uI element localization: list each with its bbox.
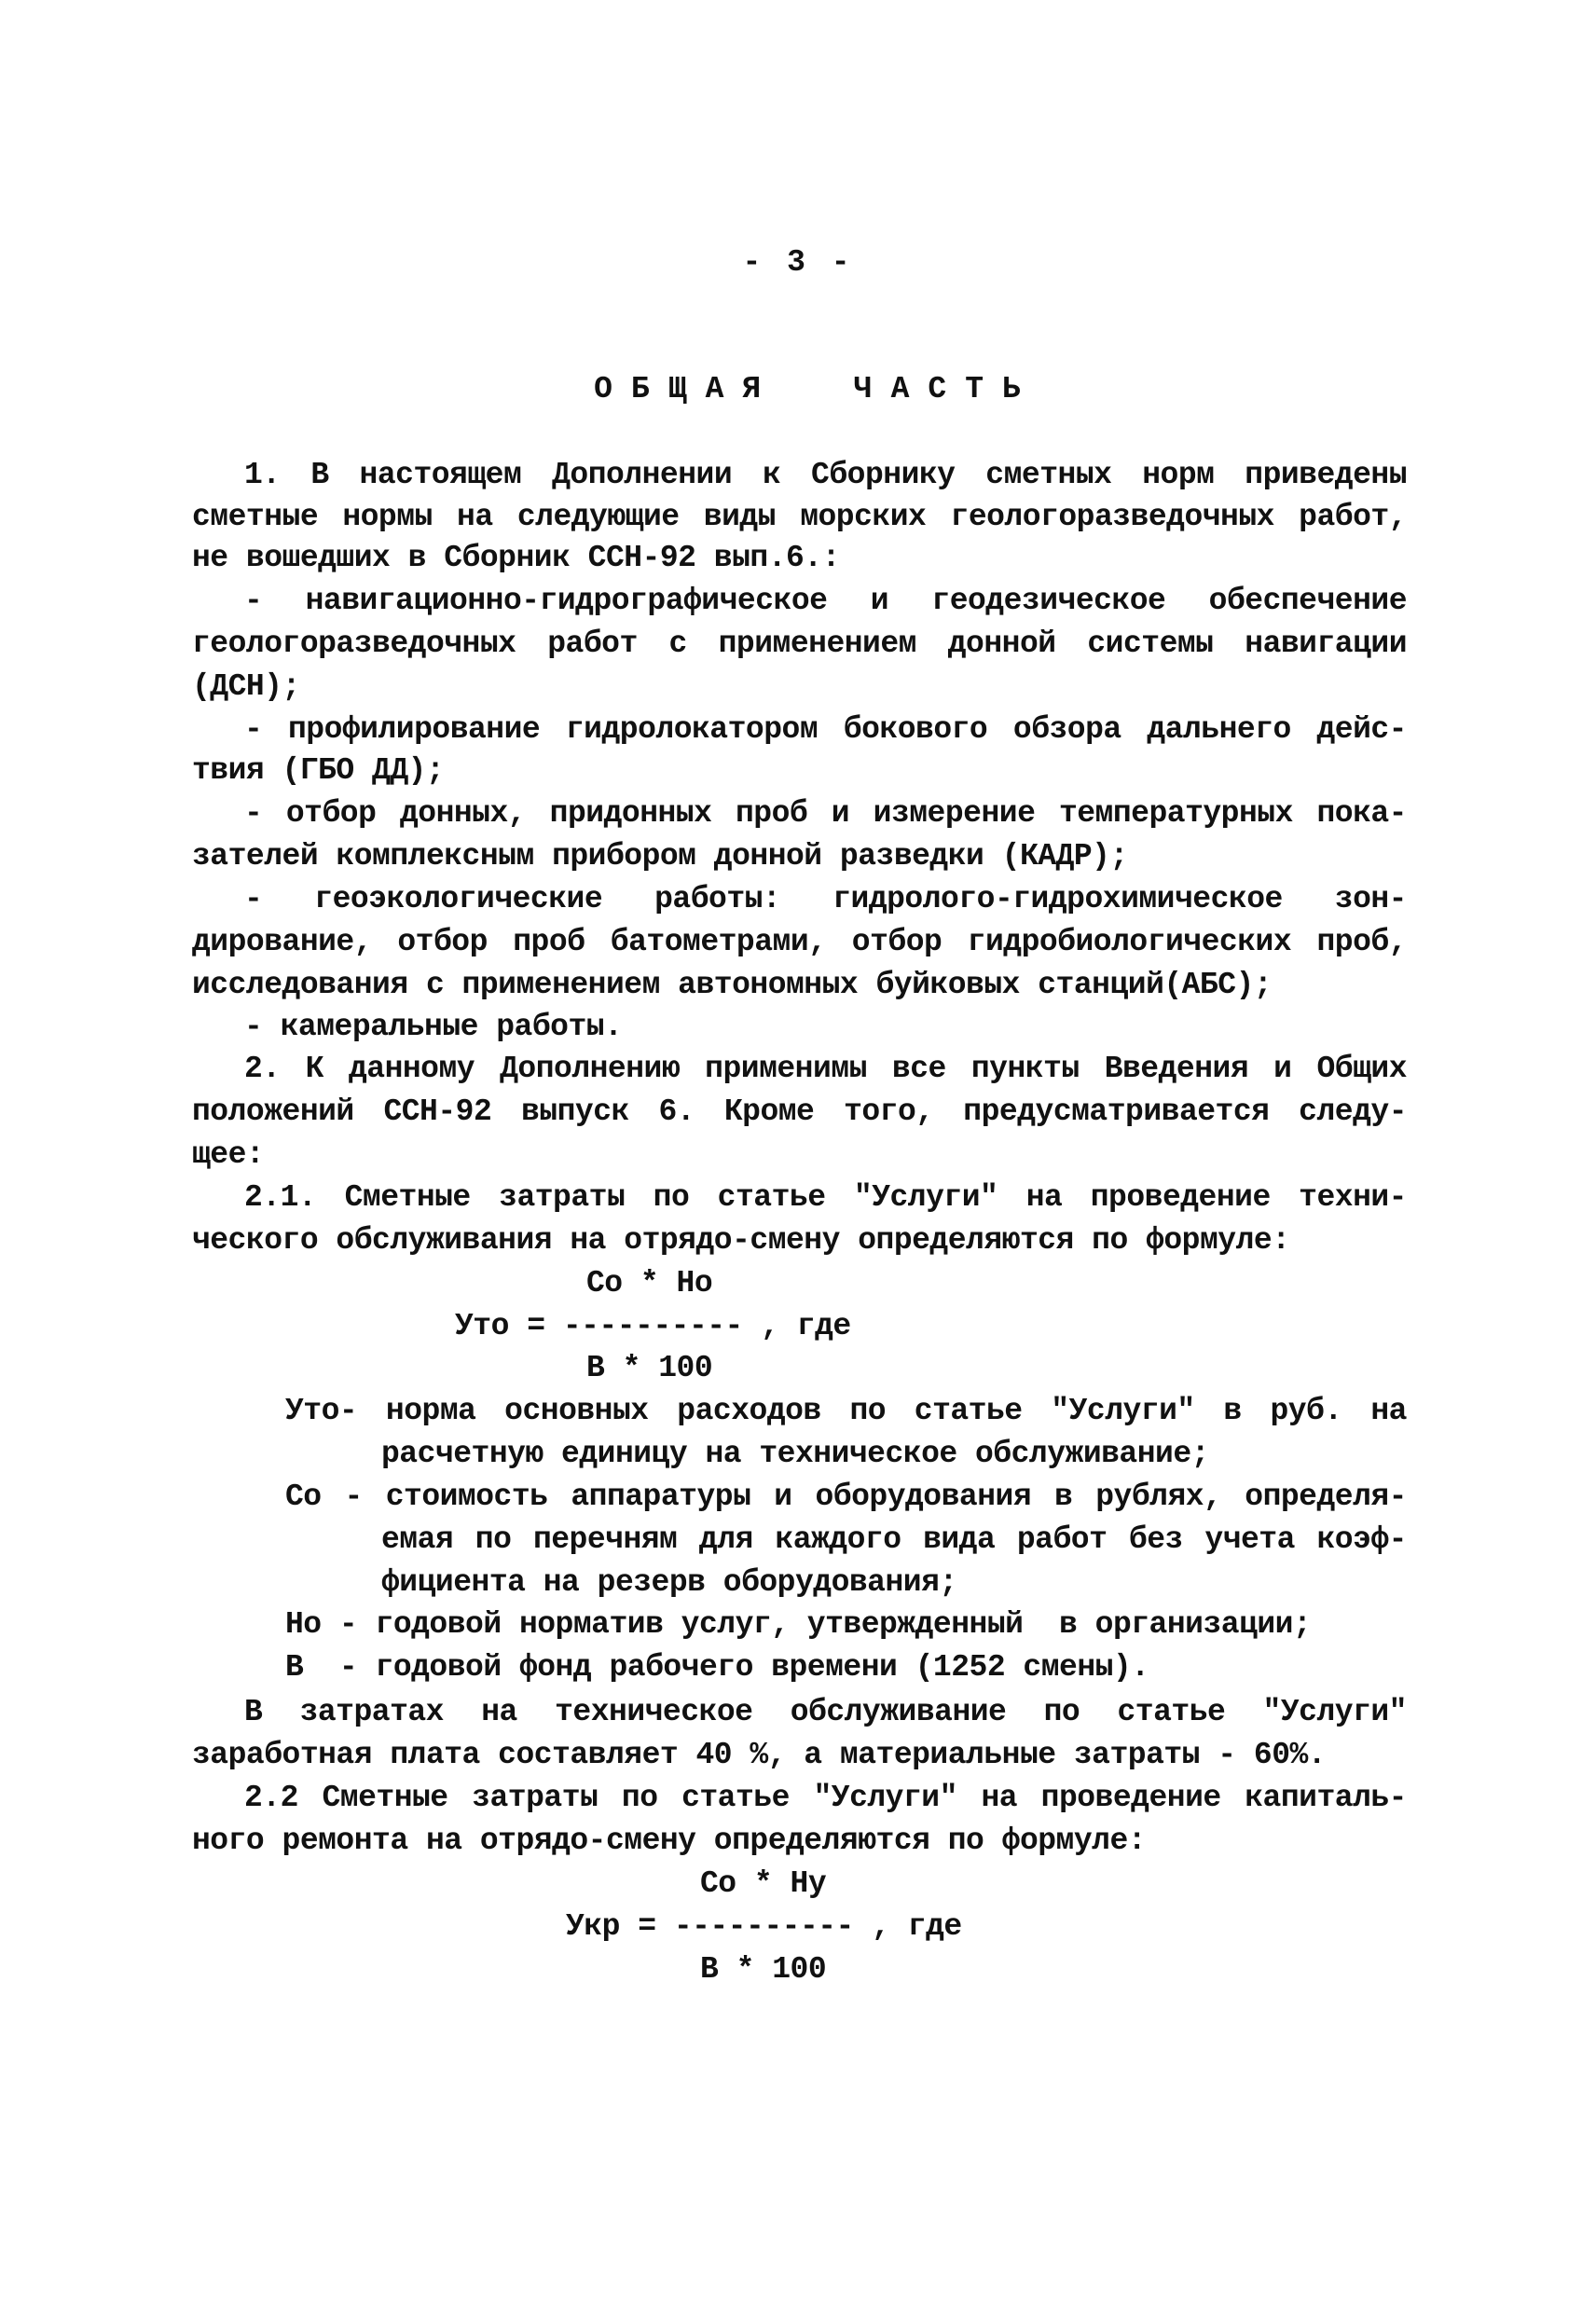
text-line: емая по перечням для каждого вида работ без учета коэф- bbox=[381, 1522, 1407, 1557]
text-line: положений ССН-92 выпуск 6. Кроме того, предусматривается следу- bbox=[192, 1094, 1407, 1129]
formula-numerator: Со * Ну bbox=[700, 1866, 827, 1901]
text-line: щее: bbox=[192, 1137, 265, 1172]
text-line: 2. К данному Дополнению применимы все пункты Введения и Общих bbox=[244, 1052, 1407, 1086]
text-line: ного ремонта на отрядо-смену определяются по формуле: bbox=[192, 1823, 1147, 1858]
page-number: - 3 - bbox=[742, 245, 854, 280]
definition-item: Но - годовой норматив услуг, утвержденный в организации; bbox=[285, 1607, 1312, 1642]
text-line: заработная плата составляет 40 %, а материальные затраты - 60%. bbox=[192, 1738, 1327, 1772]
definition-item: Со - стоимость аппаратуры и оборудования в рублях, определя- bbox=[285, 1479, 1407, 1514]
text-line: исследования с применением автономных буйковых станций(АБС); bbox=[192, 968, 1273, 1002]
text-line: дирование, отбор проб батометрами, отбор гидробиологических проб, bbox=[192, 925, 1407, 959]
list-item: - навигационно-гидрографическое и геодезическое обеспечение bbox=[244, 584, 1407, 618]
formula-main: Укр = ---------- , где bbox=[566, 1909, 962, 1944]
list-item: - отбор донных, придонных проб и измерение температурных пока- bbox=[244, 796, 1407, 831]
formula-denominator: В * 100 bbox=[700, 1952, 827, 1987]
text-line: фициента на резерв оборудования; bbox=[381, 1565, 957, 1600]
definition-item: В - годовой фонд рабочего времени (1252 смены). bbox=[285, 1650, 1149, 1685]
formula-main: Уто = ---------- , где bbox=[455, 1309, 851, 1343]
text-line: геологоразведочных работ с применением донной системы навигации bbox=[192, 626, 1407, 661]
text-line: сметные нормы на следующие виды морских геологоразведочных работ, bbox=[192, 500, 1407, 534]
list-item: - камеральные работы. bbox=[244, 1010, 623, 1044]
formula-denominator: В * 100 bbox=[586, 1351, 713, 1385]
text-line: расчетную единицу на техническое обслуживание; bbox=[381, 1437, 1209, 1471]
text-line: В затратах на техническое обслуживание по статье "Услуги" bbox=[244, 1695, 1407, 1729]
text-line: твия (ГБО ДД); bbox=[192, 753, 445, 788]
text-line: (ДСН); bbox=[192, 669, 300, 704]
definition-item: Уто- норма основных расходов по статье "Услуги" в руб. на bbox=[285, 1394, 1407, 1428]
text-line: 2.1. Сметные затраты по статье "Услуги" на проведение техни- bbox=[244, 1180, 1407, 1215]
list-item: - геоэкологические работы: гидролого-гидрохимическое зон- bbox=[244, 882, 1407, 916]
text-line: не вошедших в Сборник ССН-92 вып.6.: bbox=[192, 541, 840, 575]
text-line: зателей комплексным прибором донной разведки (КАДР); bbox=[192, 839, 1128, 874]
text-line: 1. В настоящем Дополнении к Сборнику сметных норм приведены bbox=[244, 458, 1407, 492]
section-heading: ОБЩАЯ ЧАСТЬ bbox=[594, 372, 1039, 406]
list-item: - профилирование гидролокатором бокового обзора дальнего дейс- bbox=[244, 712, 1407, 747]
formula-numerator: Со * Но bbox=[586, 1266, 713, 1300]
text-line: 2.2 Сметные затраты по статье "Услуги" на проведение капиталь- bbox=[244, 1781, 1407, 1815]
text-line: ческого обслуживания на отрядо-смену определяются по формуле: bbox=[192, 1223, 1290, 1258]
